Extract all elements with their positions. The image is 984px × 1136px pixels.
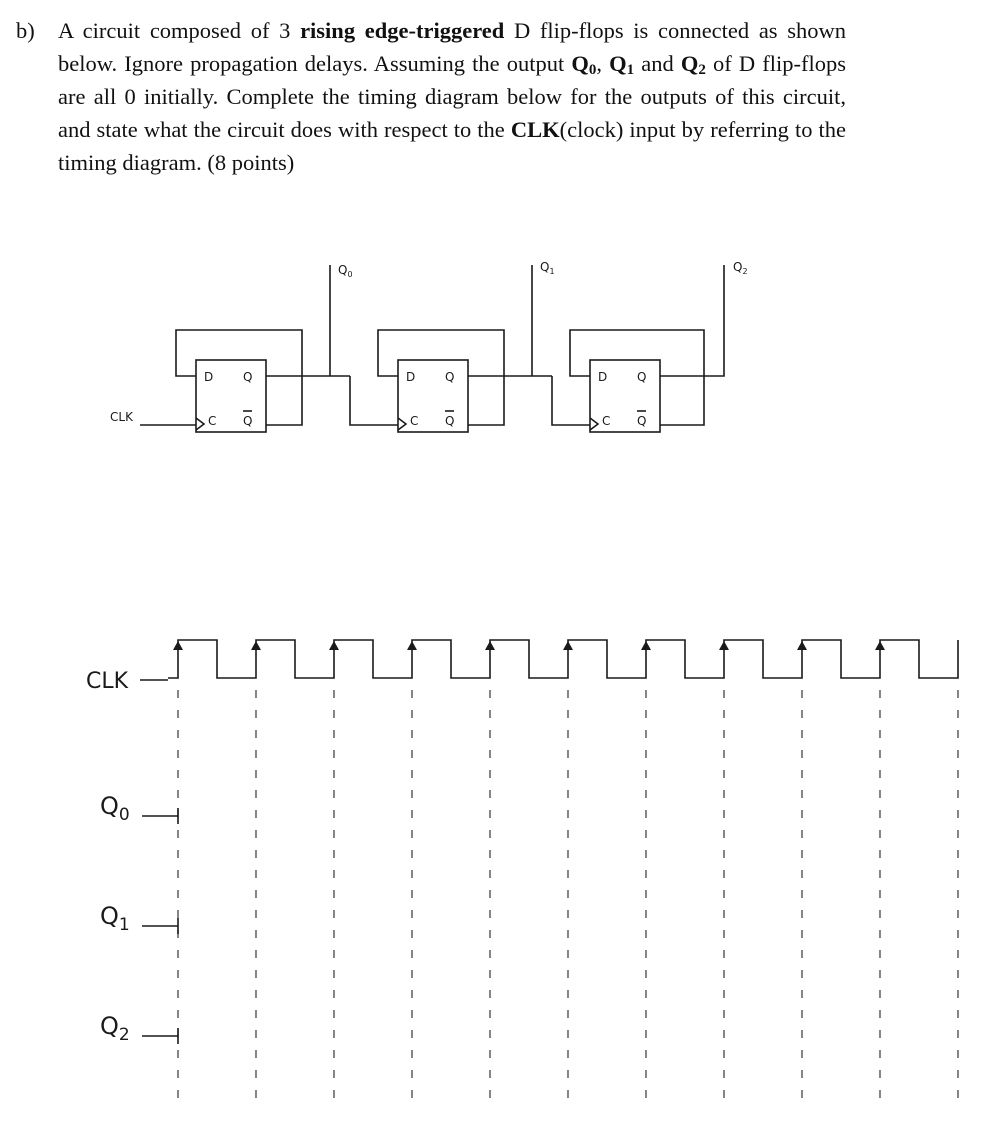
rising-edge-arrow: [485, 641, 495, 650]
q2-ref: $Q_2$: [680, 51, 706, 78]
svg-text:Q: Q: [243, 414, 253, 428]
clk-waveform: [168, 640, 958, 678]
output-label-q2: $Q_2$: [733, 260, 748, 276]
q2-initial-level: [142, 1028, 178, 1044]
rising-edge-arrow: [875, 641, 885, 650]
rising-edge-arrow: [563, 641, 573, 650]
question-body: A circuit composed of 3 rising edge-triggered D flip-flops is connected as shown below. Ignore propagation delays. Assuming the output $Q_0$, $Q_1$ and $Q_2$ of D flip-flops are all 0 initially. Complete the timing diagram below for the outputs of this circuit, and state what the circuit does with respect to the CLK(clock) input by referring to the timing diagram. (8 points): [58, 18, 846, 175]
rising-edge-arrow: [173, 641, 183, 650]
svg-text:C: C: [410, 414, 419, 428]
svg-text:Q: Q: [445, 370, 455, 384]
q1-initial-level: [142, 918, 178, 934]
output-label-q1: $Q_1$: [540, 260, 555, 276]
q0-ref: $Q_0$: [571, 51, 597, 78]
emphasis-clk: CLK: [510, 117, 560, 142]
rising-edge-arrow: [797, 641, 807, 650]
rising-edge-arrow: [407, 641, 417, 650]
rising-edge-arrow: [719, 641, 729, 650]
svg-text:Q: Q: [243, 370, 253, 384]
rising-edge-arrow: [251, 641, 261, 650]
svg-text:D: D: [406, 370, 416, 384]
q0-initial-level: [142, 808, 178, 824]
svg-text:D: D: [598, 370, 608, 384]
q1-ref: $Q_1$: [609, 51, 635, 78]
rising-edge-arrow: [641, 641, 651, 650]
svg-text:Q: Q: [445, 414, 455, 428]
svg-text:D: D: [204, 370, 214, 384]
question-label: b): [16, 18, 35, 43]
timing-q2-label: $Q_2$: [100, 1012, 130, 1045]
output-label-q0: $Q_0$: [338, 263, 353, 279]
clk-signal: [168, 640, 958, 678]
circuit-clk-label: CLK: [110, 410, 133, 424]
timing-q0-label: $Q_0$: [100, 792, 130, 825]
svg-text:C: C: [208, 414, 217, 428]
svg-text:Q: Q: [637, 370, 647, 384]
svg-text:Q: Q: [637, 414, 647, 428]
timing-clk-label: CLK: [86, 669, 129, 694]
svg-text:C: C: [602, 414, 611, 428]
rising-edge-arrow: [329, 641, 339, 650]
emphasis-rising-edge: rising edge-triggered: [300, 18, 505, 43]
timing-guide-lines: [178, 690, 958, 1106]
timing-q1-label: $Q_1$: [100, 902, 130, 935]
